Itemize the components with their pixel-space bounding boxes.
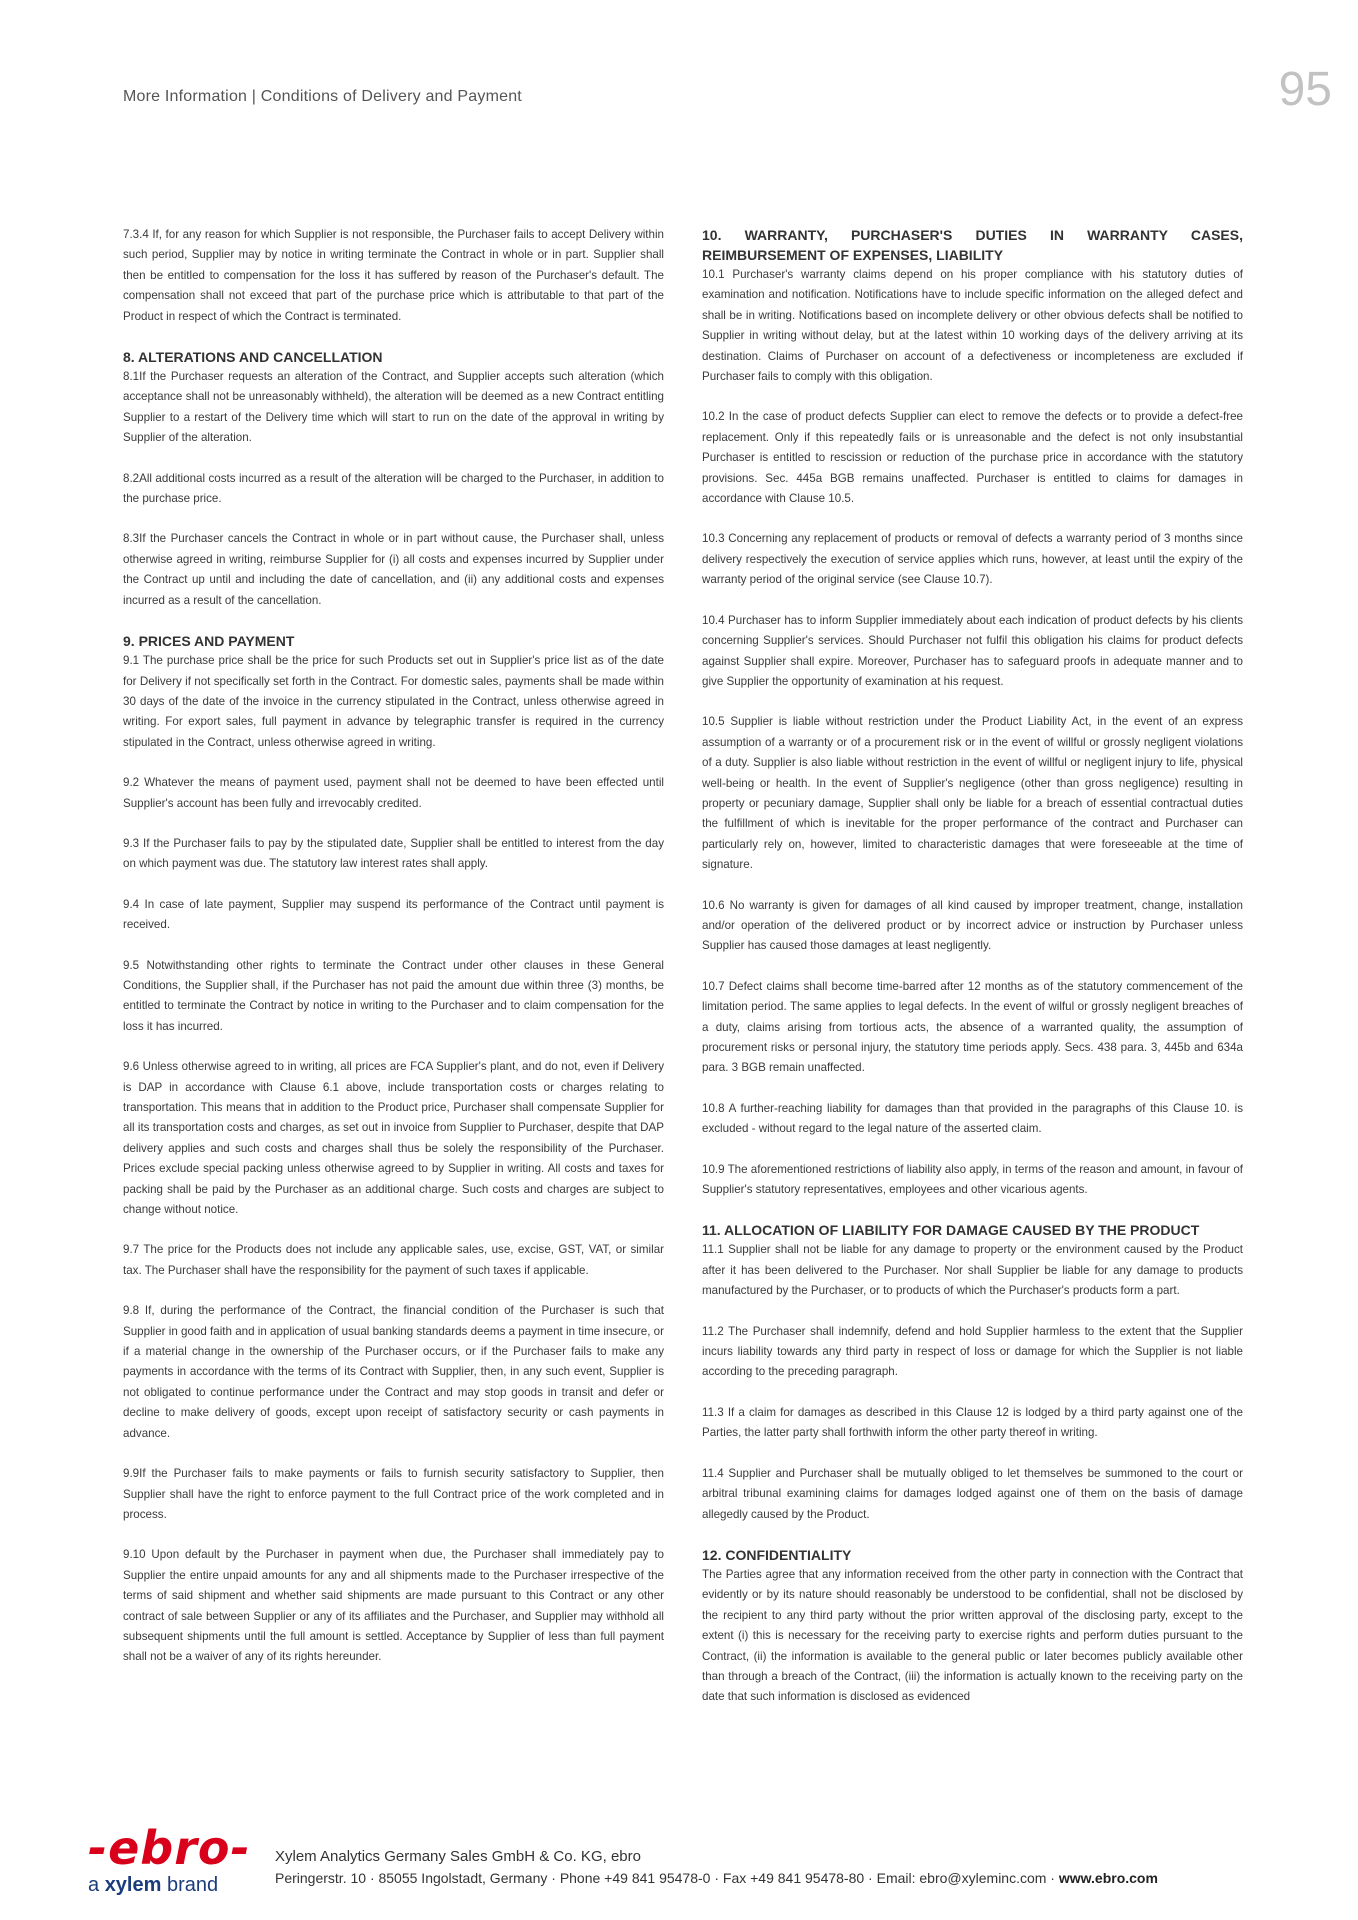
clause-paragraph: 9.8 If, during the performance of the Contract, the financial condition of the Purchaser is such that Supplier in good faith and in application of usual banking standards deems a payment in time insecure, or if a material change in the ownership of the Purchaser occurs, or if the Purchaser fails to make any payments in accordance with the terms of its Contract with Supplier, then, in any such event, Supplier is not obligated to continue performance under the Contract and may stop goods in transit and defer or decline to make delivery of goods, except upon receipt of satisfactory security or cash payments in advance. [123, 1304, 664, 1440]
clause-paragraph: 10.1 Purchaser's warranty claims depend on his proper compliance with his statutory duties of examination and notification. Notifications have to include specific information on the alleged defect and shall be in writing. Notifications based on incomplete delivery or other obvious defects shall be notified to Supplier in writing without delay, but at the latest within 10 working days of the delivery arriving at its destination. Claims of Purchaser on account of a defectiveness or incompleteness are excluded if Purchaser fails to comply with this obligation. [702, 268, 1243, 384]
clause-paragraph: 10.2 In the case of product defects Supplier can elect to remove the defects or to provide a defect-free replacement. Only if this repeatedly fails or is unreasonable and the defect is not only insubstantial Purchaser is entitled to rescission or reduction of the purchase price in accordance with the statutory provisions. Sec. 445a BGB remains unaffected. Purchaser is entitled to claims for damages in accordance with Clause 10.5. [702, 410, 1243, 506]
section [123, 347, 664, 611]
logo-tagline [88, 1874, 258, 1897]
section-heading: 9. PRICES AND PAYMENT [123, 633, 295, 650]
left-column [123, 225, 664, 1688]
clause-paragraph: 11.4 Supplier and Purchaser shall be mutually obliged to let themselves be summoned to the court or arbitral tribunal examining claims for damages lodged against one of them on the basis of damage allegedly caused by the Product. [702, 1466, 1243, 1521]
logo-prefix: a [88, 1874, 100, 1896]
section [702, 225, 1243, 1200]
page-number: 95 [1278, 63, 1332, 116]
clause-paragraph: 8.1If the Purchaser requests an alteration of the Contract, and Supplier accepts such alteration (which acceptance shall not be unreasonably withheld), the alteration will be deemed as a new Contract entitling Supplier to a restart of the Delivery time which will start to run on the date of the approval in writing by Supplier of the alteration. [123, 370, 664, 445]
clause-paragraph: 9.4 In case of late payment, Supplier may suspend its performance of the Contract until payment is received. [123, 897, 664, 932]
logo-brand: xylem [104, 1874, 162, 1896]
clause-paragraph: 9.2 Whatever the means of payment used, payment shall not be deemed to have been effected until Supplier's account has been fully and irrevocably credited. [123, 776, 664, 810]
section-heading: 12. CONFIDENTIALITY [702, 1546, 852, 1563]
footer-address [275, 1870, 1158, 1886]
section [702, 1220, 1243, 1524]
section-heading: 10. WARRANTY, PURCHASER'S DUTIES IN WARRANTY CASES, REIMBURSEMENT OF EXPENSES, LIABILITY [702, 227, 1243, 263]
logo-suffix: brand [166, 1874, 219, 1896]
right-column [702, 225, 1243, 1728]
clause-paragraph: 8.2All additional costs incurred as a result of the alteration will be charged to the Purchaser, in addition to the purchase price. [123, 471, 664, 506]
logo-wordmark: -ebro- [88, 1821, 251, 1875]
footer-company: Xylem Analytics Germany Sales GmbH & Co. KG, ebro [275, 1848, 641, 1865]
clause-paragraph: 10.7 Defect claims shall become time-barred after 12 months as of the statutory commencement of the limitation period. The same applies to legal defects. In the event of wilful or grossly negligent breaches of a duty, claims arising from tortious acts, the absence of a warranted quality, the assumption of procurement risks or personal injury, the statutory time periods apply. Secs. 438 para. 3, 445b and 634a para. 3 BGB remain unaffected. [702, 979, 1243, 1075]
clause-paragraph: 9.10 Upon default by the Purchaser in payment when due, the Purchaser shall immediately pay to Supplier the entire unpaid amounts for any and all shipments made to the Purchaser irrespective of the terms of said shipment and whether said shipments are made pursuant to this Contract or any other contract of sale between Supplier or any of its affiliates and the Purchaser, and Supplier may withhold all subsequent shipments until the full amount is settled. Acceptance by Supplier of less than full payment shall not be a waiver of any of its rights hereunder. [123, 1548, 664, 1664]
section [123, 225, 664, 327]
clause-paragraph: 11.2 The Purchaser shall indemnify, defend and hold Supplier harmless to the extent that the Supplier incurs liability towards any third party in respect of loss or damage for which the Supplier is not liable according to the preceding paragraph. [702, 1324, 1243, 1379]
clause-paragraph: 9.7 The price for the Products does not include any applicable sales, use, excise, GST, VAT, or similar tax. The Purchaser shall have the responsibility for the payment of such taxes if applicable. [123, 1243, 664, 1277]
page-header [123, 88, 522, 106]
footer-website[interactable]: www.ebro.com [1058, 1870, 1158, 1886]
clause-paragraph: 10.8 A further-reaching liability for damages than that provided in the paragraphs of this Clause 10. is excluded - without regard to the legal nature of the asserted claim. [702, 1101, 1243, 1136]
ebro-logo [88, 1821, 258, 1897]
clause-paragraph: 11.1 Supplier shall not be liable for any damage to property or the environment caused by the Product after it has been delivered to the Purchaser. Nor shall Supplier be liable for any damage to products manufactured by the Purchaser, or to products of which the Purchaser's products form a part. [702, 1243, 1243, 1298]
breadcrumb: More Information | Conditions of Delivery and Payment [123, 88, 522, 105]
clause-paragraph: 7.3.4 If, for any reason for which Supplier is not responsible, the Purchaser fails to accept Delivery within such period, Supplier may by notice in writing terminate the Contract in whole or in part. Supplier shall then be entitled to compensation for the loss it has suffered by reason of the Purchaser's default. The compensation shall not exceed that part of the purchase price which is attributable to that part of the Product in respect of which the Contract is terminated. [123, 228, 664, 323]
section [702, 1545, 1243, 1708]
footer-contact: Peringerstr. 10 · 85055 Ingolstadt, Germany · Phone +49 841 95478-0 · Fax +49 841 95478-80 · Email: ebro@xyleminc.com · [275, 1870, 1059, 1886]
clause-paragraph: 10.9 The aforementioned restrictions of liability also apply, in terms of the reason and amount, in favour of Supplier's statutory representatives, employees and other vicarious agents. [702, 1162, 1243, 1197]
clause-paragraph: 8.3If the Purchaser cancels the Contract in whole or in part without cause, the Purchaser shall, unless otherwise agreed in writing, reimburse Supplier for (i) all costs and expenses incurred by Supplier under the Contract up until and including the date of cancellation, and (ii) any additional costs and expenses incurred as a result of the cancellation. [123, 532, 664, 607]
section-heading: 11. ALLOCATION OF LIABILITY FOR DAMAGE CAUSED BY THE PRODUCT [702, 1222, 1200, 1239]
clause-paragraph: 9.5 Notwithstanding other rights to terminate the Contract under other clauses in these General Conditions, the Supplier shall, if the Purchaser has not paid the amount due within three (3) months, be entitled to terminate the Contract by notice in writing to the Purchaser and to claim compensation for the loss it has incurred. [123, 958, 664, 1033]
clause-paragraph: 9.3 If the Purchaser fails to pay by the stipulated date, Supplier shall be entitled to interest from the day on which payment was due. The statutory law interest rates shall apply. [123, 836, 664, 871]
clause-paragraph: 10.5 Supplier is liable without restriction under the Product Liability Act, in the event of an express assumption of a warranty or of a procurement risk or in the event of willful or grossly negligent violations of a duty. Supplier is also liable without restriction in the event of willful or negligent injury to life, physical well-being or health. In the event of Supplier's negligence (other than gross negligence) resulting in property or pecuniary damage, Supplier shall only be liable for a breach of essential contractual duties the fulfillment of which is inevitable for the proper performance of the contract and Purchaser can particularly rely on, however, limited to characteristic damages that were foreseeable at the time of signature. [702, 715, 1243, 872]
clause-paragraph: The Parties agree that any information received from the other party in connection with the Contract that evidently or by its nature should reasonably be understood to be confidential, shall not be disclosed by the recipient to any third party without the prior written approval of the disclosing party, except to the extent (i) this is necessary for the receiving party to exercise rights and perform duties pursuant to the Contract, (ii) the information is available to the general public or later becomes publicly available other than through a breach of the Contract, (iii) the information is actually known to the receiving party on the date that such information is disclosed as evidenced [702, 1567, 1243, 1704]
clause-paragraph: 9.9If the Purchaser fails to make payments or fails to furnish security satisfactory to Supplier, then Supplier shall have the right to enforce payment to the full Contract price of the work completed and in process. [123, 1467, 664, 1521]
clause-paragraph: 9.1 The purchase price shall be the price for such Products set out in Supplier's price list as of the date for Delivery if not specifically set forth in the Contract. For domestic sales, payments shall be made within 30 days of the date of the invoice in the currency stipulated in the Contract, unless otherwise agreed in writing. For export sales, full payment in advance by telegraphic transfer is required in the currency stipulated in the Contract, unless otherwise agreed in writing. [123, 654, 664, 749]
clause-paragraph: 10.4 Purchaser has to inform Supplier immediately about each indication of product defects by his clients concerning Supplier's services. Should Purchaser not fulfil this obligation his claims for product defects against Supplier shall expire. Moreover, Purchaser has to safeguard proofs in adequate manner and to give Supplier the opportunity of examination at his request. [702, 613, 1243, 688]
clause-paragraph: 10.3 Concerning any replacement of products or removal of defects a warranty period of 3 months since delivery respectively the execution of service applies which runs, however, at least until the expiry of the warranty period of the original service (see Clause 10.7). [702, 532, 1243, 587]
section-heading: 8. ALTERATIONS AND CANCELLATION [123, 349, 383, 366]
clause-paragraph: 9.6 Unless otherwise agreed to in writing, all prices are FCA Supplier's plant, and do not, even if Delivery is DAP in accordance with Clause 6.1 above, include transportation costs or charges relating to transportation. This means that in addition to the Product price, Purchaser shall compensate Supplier for all its transportation costs and charges, as set out in invoice from Supplier to Purchaser, despite that DAP delivery applies and such costs and charges shall thus be solely the responsibility of the Purchaser. Prices exclude special packing unless otherwise agreed to by Supplier in writing. All costs and taxes for packing shall be paid by the Purchaser as an additional charge. Such costs and charges are subject to change without notice. [123, 1060, 664, 1217]
clause-paragraph: 10.6 No warranty is given for damages of all kind caused by improper treatment, change, installation and/or operation of the delivered product or by incorrect advice or instruction by Purchaser unless Supplier has caused those damages at least negligently. [702, 898, 1243, 953]
clause-paragraph: 11.3 If a claim for damages as described in this Clause 12 is lodged by a third party against one of the Parties, the latter party shall forthwith inform the other party thereof in writing. [702, 1405, 1243, 1440]
section [123, 631, 664, 1668]
